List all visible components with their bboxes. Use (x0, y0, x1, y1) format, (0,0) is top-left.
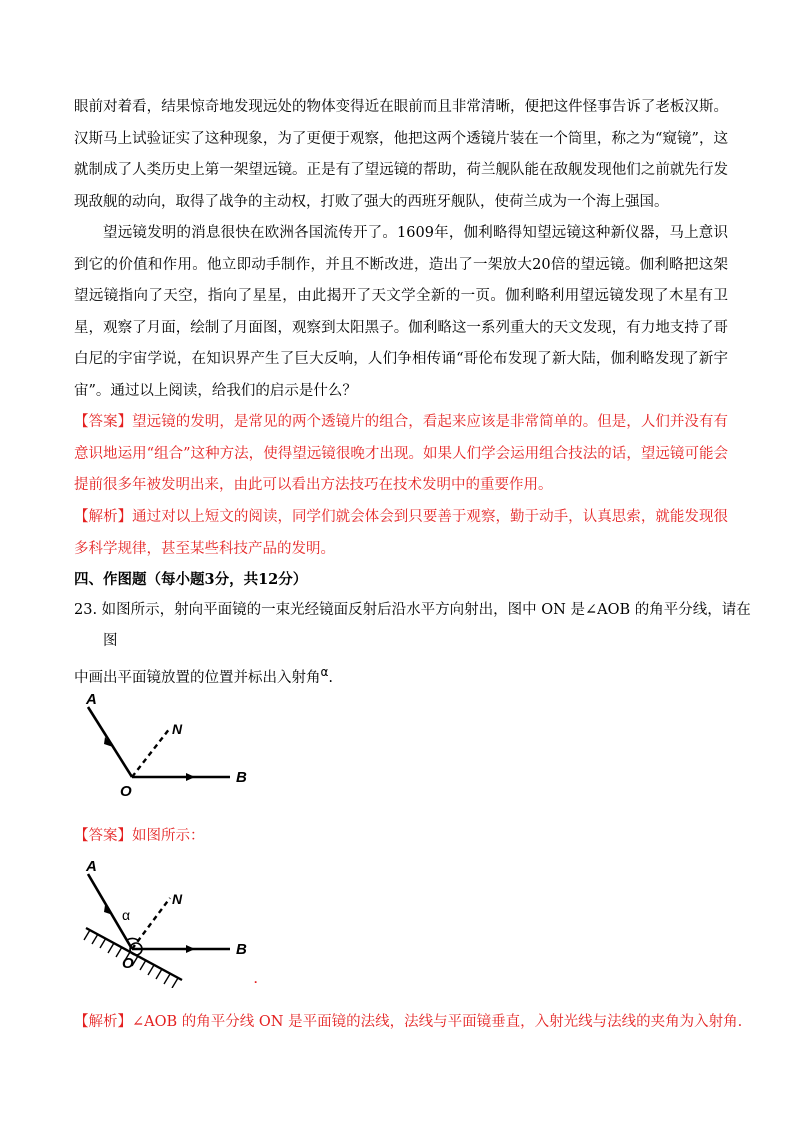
question-23-line-1: 23. 如图所示，射向平面镜的一束光经镜面反射后沿水平方向射出，图中 ON 是∠AOB 的角平分线，请在 (74, 602, 751, 618)
answer-text: 望远镜的发明，是常见的两个透镜片的组合，看起来应该是非常简单的。但是，人们并没有有意识地运用“组合”这种方法，使得望远镜很晚才出现。如果人们学会运用组合技法的话，望远镜可能会提前很多年被发明出来，由此可以看出方法技巧在技术发明中的重要作用。 (74, 414, 729, 493)
analysis-tag-2: 【解析】 (74, 1014, 132, 1030)
label-alpha: α (122, 907, 131, 923)
reflected-arrow (186, 945, 195, 953)
reflected-arrow (186, 773, 195, 781)
label-O: O (122, 955, 134, 972)
answer-text-2: 如图所示： (132, 828, 205, 844)
passage-paragraph-2: 望远镜发明的消息很快在欧洲各国流传开了。1609年，伽利略得知望远镜这种新仪器，马上意识到它的价值和作用。他立即动手制作，并且不断改进，造出了一架放大20倍的望远镜。伽利略把这架望远镜指向了天空，指向了星星，由此揭开了天文学全新的一页。伽利略利用望远镜发现了木星有卫星，观察了月面，绘制了月面图，观察到太阳黑子。伽利略这一系列重大的天文发现，有力地支持了哥白尼的宇宙学说，在知识界产生了巨大反响，人们争相传诵“哥伦布发现了新大陆，伽利略发现了新宇宙”。通过以上阅读，给我们的启示是什么？ (74, 225, 728, 399)
analysis-block-2 (74, 1008, 742, 1036)
label-N: N (172, 721, 183, 737)
alpha-symbol: α (320, 665, 329, 679)
red-dot-mark: . (254, 972, 258, 986)
question-23-line-3 (74, 658, 333, 692)
analysis-text: 通过对以上短文的阅读，同学们就会体会到只要善于观察，勤于动手，认真思索，就能发现很多科学规律，甚至某些科技产品的发明。 (74, 509, 729, 557)
label-A: A (86, 691, 97, 708)
label-N: N (172, 891, 183, 907)
ray-diagram-answer (74, 858, 274, 988)
analysis-block-1 (74, 502, 728, 565)
label-A: A (86, 858, 97, 875)
answer-block-1 (74, 407, 728, 502)
answer-tag: 【答案】 (74, 414, 133, 430)
ray-diagram-question (74, 690, 274, 805)
answer-block-2 (74, 822, 205, 850)
analysis-text-2: ∠AOB 的角平分线 ON 是平面镜的法线，法线与平面镜垂直，入射光线与法线的夹角为入射角. (132, 1014, 743, 1030)
answer-tag-2: 【答案】 (74, 828, 132, 844)
question-23-line-2: 图 (103, 633, 118, 649)
question-23-text: 中画出平面镜放置的位置并标出入射角 (74, 669, 321, 686)
section-title: 四、作图题（每小题3分，共12分） (74, 571, 308, 588)
label-B: B (236, 941, 247, 958)
passage-paragraph-1: 眼前对着看，结果惊奇地发现远处的物体变得近在眼前而且非常清晰，便把这件怪事告诉了老板汉斯。汉斯马上试验证实了这种现象，为了更便于观察，他把这两个透镜片装在一个筒里，称之为“窥镜”，这就制成了人类历史上第一架望远镜。正是有了望远镜的帮助，荷兰舰队能在敌舰发现他们之前就先行发现敌舰的动向，取得了战争的主动权，打败了强大的西班牙舰队，使荷兰成为一个海上强国。 (74, 99, 728, 210)
incident-ray-AO (88, 707, 132, 777)
normal-line-ON (132, 728, 170, 777)
label-B: B (236, 769, 247, 786)
label-O: O (120, 783, 132, 800)
normal-line-ON (132, 898, 170, 949)
analysis-tag: 【解析】 (74, 509, 133, 525)
question-23-end: . (328, 669, 334, 686)
